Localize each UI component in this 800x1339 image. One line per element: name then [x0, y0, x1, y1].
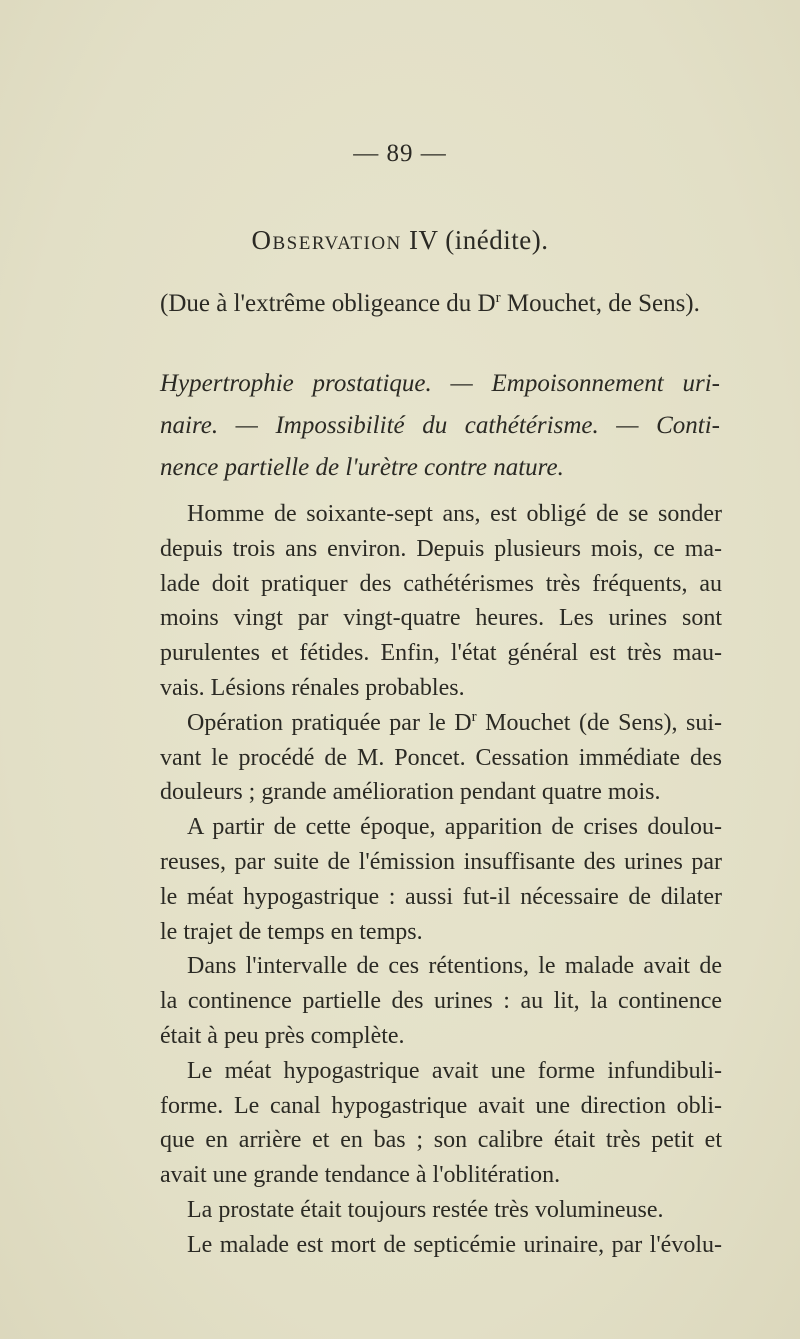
body-line: que en arrière et en bas ; son calibre était très petit et — [160, 1127, 722, 1154]
paragraph-prostate — [160, 1193, 722, 1228]
paragraph-history — [160, 497, 722, 706]
body-line: Le malade est mort de septicémie urinaire, par l'évolu- — [187, 1231, 722, 1258]
body-line: vais. Lésions rénales probables. — [160, 674, 465, 701]
observation-body — [160, 497, 722, 1263]
paragraph-meatus — [160, 1054, 722, 1193]
paragraph-crises — [160, 810, 722, 949]
body-line: forme. Le canal hypogastrique avait une direction obli- — [160, 1092, 722, 1119]
body-line: La prostate était toujours restée très volumineuse. — [187, 1196, 664, 1223]
operation-text-after: Mouchet (de Sens), sui- — [476, 709, 722, 736]
paragraph-death — [160, 1228, 722, 1263]
operation-superscript: r — [471, 708, 477, 725]
summary-line: nence partielle de l'urètre contre nature. — [160, 454, 564, 481]
case-summary — [160, 363, 720, 489]
observation-heading — [0, 225, 800, 256]
page-number: — 89 — — [353, 140, 447, 167]
summary-line: Hypertrophie prostatique. — Empoisonnement uri- — [160, 370, 720, 397]
operation-text-before: Opération pratiquée par le D — [187, 709, 472, 736]
body-line: était à peu près complète. — [160, 1022, 405, 1049]
body-line: le trajet de temps en temps. — [160, 918, 423, 945]
body-line: douleurs ; grande amélioration pendant quatre mois. — [160, 779, 661, 806]
body-line: moins vingt par vingt-quatre heures. Les urines sont — [160, 605, 722, 632]
observation-note: (inédite). — [445, 225, 549, 255]
paragraph-operation — [160, 706, 722, 810]
body-line: Le méat hypogastrique avait une forme infundibuli- — [187, 1057, 722, 1084]
courtesy-line — [160, 290, 720, 318]
body-line: Homme de soixante-sept ans, est obligé de se sonder — [187, 501, 722, 527]
body-line: purulentes et fétides. Enfin, l'état général est très mau- — [160, 640, 722, 667]
body-line — [160, 706, 722, 741]
observation-label: Observation — [251, 225, 402, 255]
observation-numeral: IV — [409, 225, 439, 255]
body-line: lade doit pratiquer des cathétérismes très fréquents, au — [160, 570, 722, 597]
body-line: depuis trois ans environ. Depuis plusieurs mois, ce ma- — [160, 535, 722, 562]
courtesy-superscript: r — [495, 290, 501, 306]
body-line: avait une grande tendance à l'oblitération. — [160, 1162, 561, 1189]
summary-line: naire. — Impossibilité du cathétérisme. — Conti- — [160, 412, 720, 439]
body-line: le méat hypogastrique : aussi fut-il nécessaire de dilater — [160, 883, 722, 910]
body-line: A partir de cette époque, apparition de crises doulou- — [187, 814, 722, 841]
paragraph-continence — [160, 949, 722, 1053]
courtesy-text-after: Mouchet, de Sens). — [500, 290, 700, 317]
body-line: Dans l'intervalle de ces rétentions, le malade avait de — [187, 953, 722, 980]
body-line: vant le procédé de M. Poncet. Cessation immédiate des — [160, 744, 722, 771]
courtesy-text-before: (Due à l'extrême obligeance du D — [160, 290, 496, 317]
body-line: reuses, par suite de l'émission insuffisante des urines par — [160, 848, 722, 875]
body-line: la continence partielle des urines : au lit, la continence — [160, 988, 722, 1015]
